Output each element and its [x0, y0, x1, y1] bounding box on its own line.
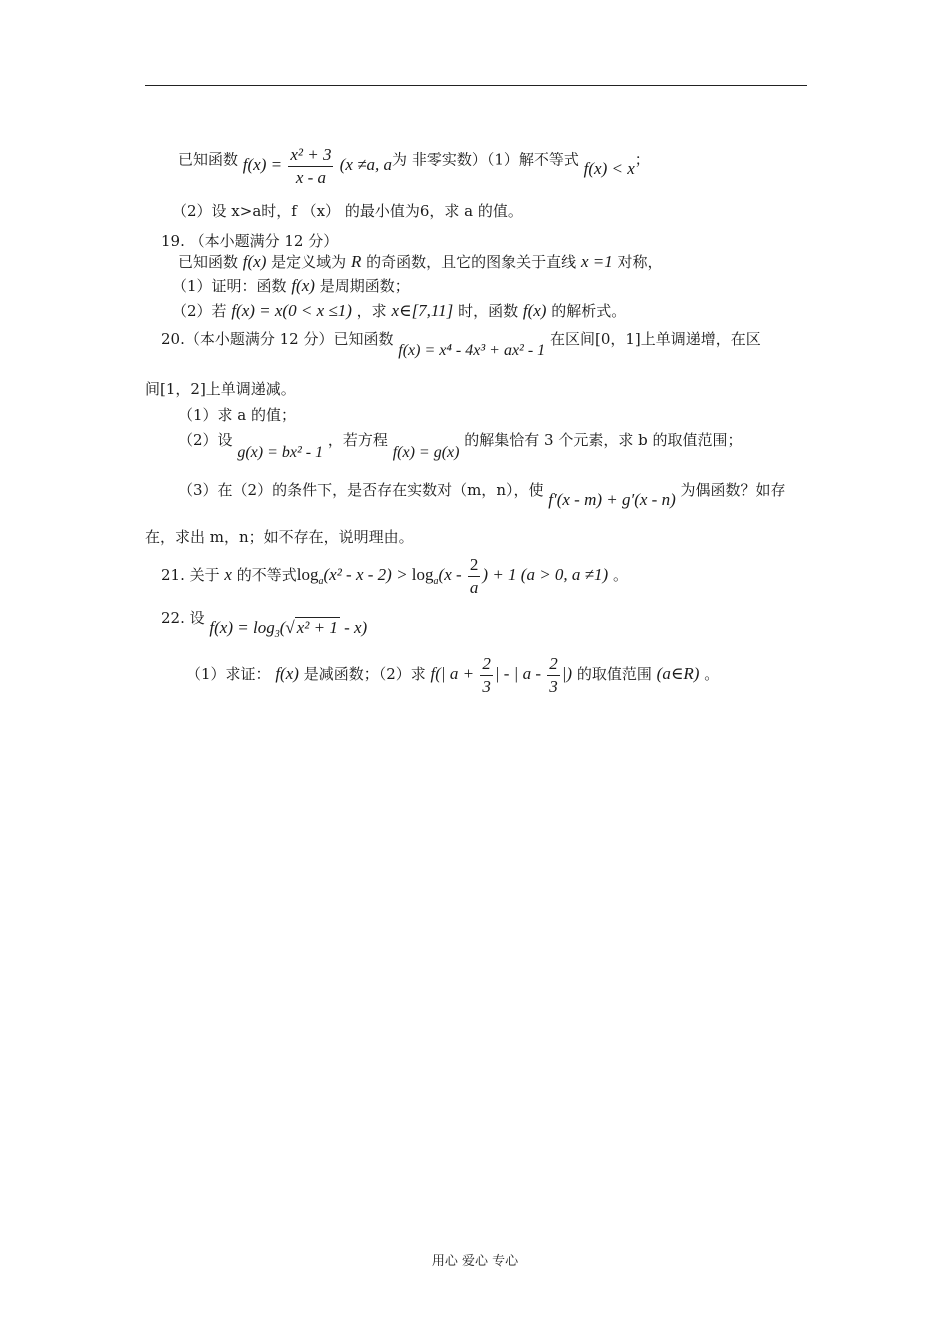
fraction: $\frac{2}{a}$: [469, 554, 479, 597]
fraction: $\frac{2}{3}$: [482, 653, 491, 696]
problem-19-line-3: （2）若 f(x) = x(0 < x ≤1) ，求 x∈[7,11] 时，函数 f(x) 的解析式。: [172, 301, 627, 320]
problem-20-line-1: 20.（本小题满分 12 分）已知函数 f(x) = x⁴ - 4x³ + ax² - 1 在区间[0，1]上单调递增，在区: [161, 330, 761, 359]
page-footer: 用心 爱心 专心: [431, 1254, 519, 1269]
problem-20-line-3: （1）求 a 的值；: [178, 406, 297, 424]
problem-19-line-1: 已知函数 f(x) 是定义域为 R 的奇函数，且它的图象关于直线 x =1 对称，: [178, 252, 663, 271]
problem-20-line-5: （3）在（2）的条件下，是否存在实数对（m，n），使 f′(x - m) + g′(x - n) 为偶函数？如存: [178, 481, 786, 509]
problem-18-line-1: 已知函数 f(x) = $\frac{\text{x² + 3}}{x - a}$ (x ≠a, a为 非零实数）（1）解不等式 f(x) < x；: [178, 145, 650, 187]
fraction: $\frac{2}{3}$: [549, 653, 558, 696]
problem-20-line-2: 间[1，2]上单调递减。: [145, 380, 296, 398]
problem-22-line-1: 22. 设 $f(x) = \log_3(√$ x² + 1 - x): [161, 609, 368, 640]
problem-20-line-6: 在，求出 m，n；如不存在，说明理由。: [145, 528, 414, 546]
problem-20-line-4: （2）设 g(x) = bx² - 1 ，若方程 f(x) = g(x) 的解集恰有 3 个元素，求 b 的取值范围；: [178, 431, 743, 461]
problem-21-line: 21. 关于 x 的不等式$\log_a(x^2 - x - 2) > \log_a(x$ - $\frac{2}{a}$ ) + 1 (a > 0, a ≠1) 。: [161, 554, 628, 597]
problem-19-line-2: （1）证明：函数 f(x) 是周期函数；: [172, 276, 410, 295]
header-rule: [145, 85, 807, 86]
problem-19-heading: 19. （本小题满分 12 分）: [161, 232, 339, 250]
square-root: x² + 1: [296, 618, 338, 637]
problem-22-line-2: （1）求证： f(x) 是减函数；（2）求 f(| a + $\frac{2}{3}$ | - | a - $\frac{2}{3}$ |) 的取值范围 (a∈R) 。: [186, 653, 720, 696]
problem-18-line-2: （2）设 x>a时，f （x） 的最小值为6，求 a 的值。: [172, 202, 523, 220]
fraction: $\frac{\text{x² + 3}}{x - a}$: [290, 145, 332, 187]
